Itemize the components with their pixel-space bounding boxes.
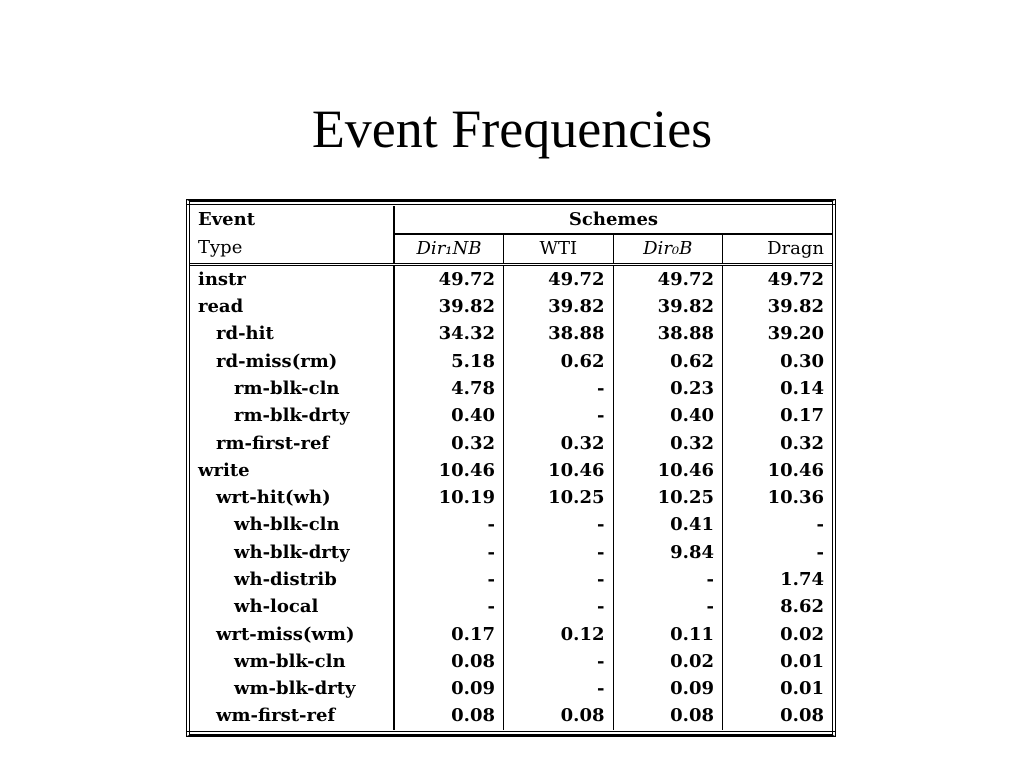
frequency-cell: - (504, 511, 614, 538)
table-row (190, 620, 832, 647)
frequency-cell: 34.32 (438, 323, 495, 345)
table-row (190, 375, 832, 402)
event-type-cell: wh-distrib (190, 566, 394, 593)
event-type-cell: rm-blk-cln (190, 375, 394, 402)
frequency-cell: 0.08 (723, 702, 833, 729)
frequency-cell: 49.72 (723, 264, 833, 293)
frequency-cell: - (504, 675, 614, 702)
frequency-cell: - (487, 514, 495, 536)
frequency-cell: 0.08 (613, 702, 723, 729)
event-type-cell: read (190, 293, 394, 320)
frequency-cell: 0.23 (613, 375, 723, 402)
event-frequency-table (190, 206, 832, 730)
table-row (190, 593, 832, 620)
table-row (190, 402, 832, 429)
event-type-header-line1: Event (190, 206, 394, 234)
table-row (190, 511, 832, 538)
frequency-cell: 10.36 (723, 484, 833, 511)
event-type-cell: rm-blk-drty (190, 402, 394, 429)
frequency-cell: 38.88 (613, 320, 723, 347)
scheme-header-dir1nb: Dir₁NB (394, 234, 504, 264)
event-type-cell: rd-hit (190, 320, 394, 347)
frequency-cell: 9.84 (613, 539, 723, 566)
frequency-cell: 49.72 (438, 268, 495, 290)
frequency-cell: 39.82 (613, 293, 723, 320)
table-row (190, 429, 832, 456)
frequency-cell: 0.09 (451, 678, 495, 700)
table-row (190, 539, 832, 566)
scheme-header-dir0b: Dir₀B (613, 234, 723, 264)
event-type-cell: wm-blk-cln (190, 648, 394, 675)
table-row (190, 347, 832, 374)
frequency-cell: 0.12 (504, 620, 614, 647)
frequency-cell: - (613, 593, 723, 620)
frequency-cell: 39.82 (723, 293, 833, 320)
frequency-cell: - (723, 511, 833, 538)
table-row (190, 293, 832, 320)
frequency-cell: 39.82 (504, 293, 614, 320)
header-row-schemes (190, 234, 832, 264)
frequency-cell: 10.25 (504, 484, 614, 511)
event-type-cell: write (190, 457, 394, 484)
frequency-cell: 0.17 (723, 402, 833, 429)
event-type-cell: rd-miss(rm) (190, 347, 394, 374)
header-row-group (190, 206, 832, 234)
frequency-cell: 4.78 (451, 377, 495, 399)
frequency-cell: - (487, 541, 495, 563)
frequency-cell: 0.08 (451, 705, 495, 727)
table-row (190, 320, 832, 347)
frequency-cell: 0.08 (451, 650, 495, 672)
frequency-cell: - (504, 375, 614, 402)
frequency-cell: 1.74 (723, 566, 833, 593)
frequency-cell: 0.01 (723, 648, 833, 675)
frequency-cell: 0.41 (613, 511, 723, 538)
frequency-cell: 0.02 (723, 620, 833, 647)
event-type-cell: rm-first-ref (190, 429, 394, 456)
frequency-cell: 0.62 (613, 347, 723, 374)
frequency-cell: 0.14 (723, 375, 833, 402)
table-row (190, 566, 832, 593)
frequency-cell: 0.30 (723, 347, 833, 374)
event-type-cell: wm-first-ref (190, 702, 394, 729)
event-type-cell: wh-blk-cln (190, 511, 394, 538)
frequency-cell: 0.08 (504, 702, 614, 729)
frequency-cell: 10.46 (438, 459, 495, 481)
slide-title: Event Frequencies (311, 99, 713, 159)
frequency-cell: - (504, 566, 614, 593)
frequency-cell: 0.32 (504, 429, 614, 456)
frequency-cell: - (613, 566, 723, 593)
frequency-cell: - (723, 539, 833, 566)
frequency-cell: 0.32 (451, 432, 495, 454)
table-row (190, 702, 832, 729)
frequency-cell: 0.09 (613, 675, 723, 702)
event-type-cell: wh-local (190, 593, 394, 620)
frequency-cell: 10.46 (504, 457, 614, 484)
frequency-cell: - (487, 569, 495, 590)
frequency-cell: - (504, 539, 614, 566)
frequency-cell: - (487, 596, 495, 618)
frequency-cell: 10.46 (613, 457, 723, 484)
table-row (190, 648, 832, 675)
frequency-cell: 0.40 (451, 405, 495, 427)
frequency-cell: 5.18 (451, 350, 495, 372)
frequency-cell: 38.88 (504, 320, 614, 347)
event-type-cell: wm-blk-drty (190, 675, 394, 702)
frequency-cell: 49.72 (504, 264, 614, 293)
event-type-cell: wrt-miss(wm) (190, 620, 394, 647)
frequency-cell: 49.72 (613, 264, 723, 293)
table-row (190, 457, 832, 484)
frequency-cell: 10.46 (723, 457, 833, 484)
scheme-header-wti: WTI (504, 234, 614, 264)
frequency-cell: 0.40 (613, 402, 723, 429)
frequency-cell: 10.25 (613, 484, 723, 511)
schemes-header: Schemes (394, 206, 832, 234)
frequency-cell: - (504, 648, 614, 675)
event-type-cell: wrt-hit(wh) (190, 484, 394, 511)
frequency-cell: - (504, 593, 614, 620)
frequency-cell: 0.62 (504, 347, 614, 374)
frequency-cell: 0.11 (613, 620, 723, 647)
frequency-cell: 0.02 (613, 648, 723, 675)
table-body (190, 264, 832, 730)
frequency-cell: 0.17 (451, 623, 495, 645)
event-type-cell: wh-blk-drty (190, 539, 394, 566)
event-type-header-line2: Type (190, 234, 394, 264)
frequency-cell: 39.20 (723, 320, 833, 347)
frequency-cell: 39.82 (438, 296, 495, 318)
frequency-cell: 0.32 (723, 429, 833, 456)
event-frequency-table-frame (186, 199, 836, 737)
frequency-cell: 8.62 (723, 593, 833, 620)
table-row (190, 264, 832, 293)
frequency-cell: 0.32 (613, 429, 723, 456)
frequency-cell: 10.19 (438, 487, 495, 509)
scheme-header-dragn: Dragn (723, 234, 833, 264)
table-row (190, 484, 832, 511)
frequency-cell: - (504, 402, 614, 429)
event-type-cell: instr (190, 264, 394, 293)
table-row (190, 675, 832, 702)
frequency-cell: 0.01 (723, 675, 833, 702)
